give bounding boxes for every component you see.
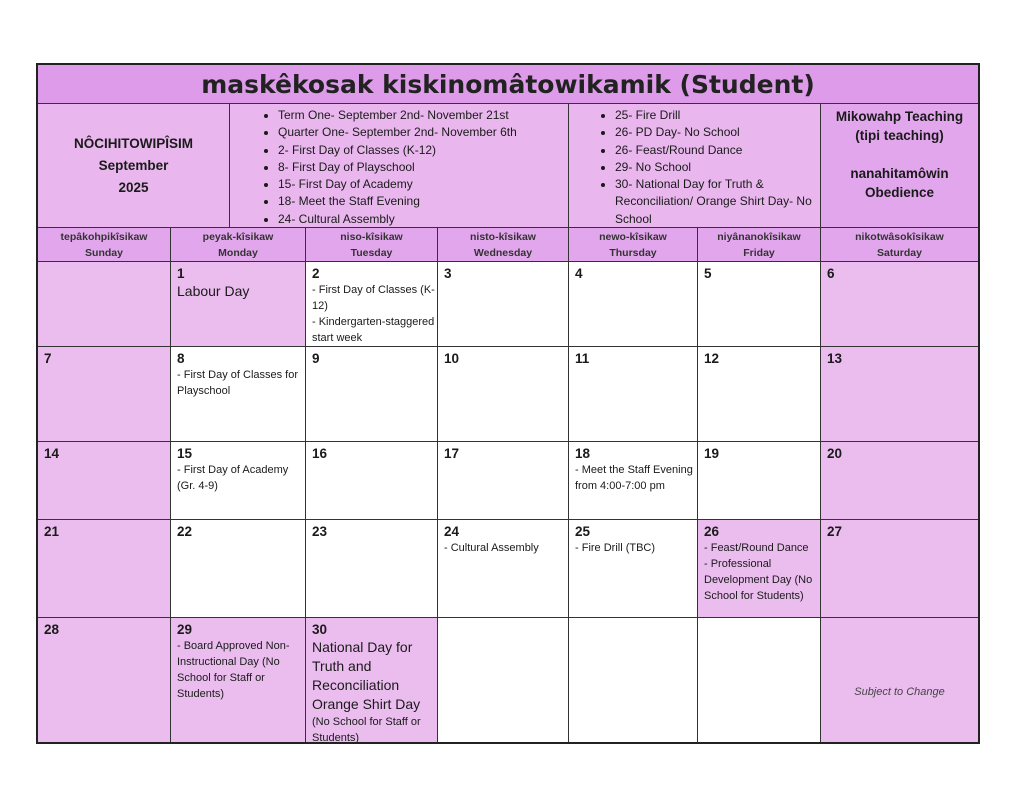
- day-number: 18: [575, 446, 591, 461]
- day-number: 6: [827, 266, 835, 281]
- event-item: • 30- National Day for Truth & Reconciliation/ Orange Shirt Day- No School: [615, 176, 820, 228]
- day-cell: [821, 618, 978, 742]
- day-cell: [821, 347, 978, 442]
- day-cell: [306, 262, 438, 347]
- day-cell: [438, 618, 569, 742]
- day-header-cree: tepâkohpikîsikaw: [60, 231, 148, 243]
- day-number: 14: [44, 446, 60, 461]
- day-header-cree: peyak-kîsikaw: [202, 231, 274, 243]
- event-item: • 8- First Day of Playschool: [278, 159, 568, 176]
- day-cell: [698, 347, 821, 442]
- day-header-cree: nikotwâsokîsikaw: [855, 231, 944, 243]
- day-header-english: Tuesday: [350, 247, 393, 259]
- day-number: 19: [704, 446, 720, 461]
- day-event-title: National Day for Truth and Reconciliation Orange Shirt Day: [312, 639, 421, 712]
- day-header-english: Sunday: [85, 247, 123, 259]
- day-cell: [698, 618, 821, 742]
- day-number: 5: [704, 266, 712, 281]
- day-cell: [821, 262, 978, 347]
- day-header-thursday: [569, 228, 698, 262]
- day-number: 25: [575, 524, 591, 539]
- day-cell: [438, 262, 569, 347]
- day-number: 29: [177, 622, 193, 637]
- event-item: • 15- First Day of Academy: [278, 176, 568, 193]
- day-header-wednesday: [438, 228, 569, 262]
- day-number: 22: [177, 524, 193, 539]
- event-item: • Term One- September 2nd- November 21st: [278, 107, 568, 124]
- day-header-sunday: [38, 228, 171, 262]
- subject-to-change-note: Subject to Change: [854, 686, 945, 698]
- day-number: 17: [444, 446, 460, 461]
- day-number: 4: [575, 266, 583, 281]
- day-header-monday: [171, 228, 306, 262]
- day-number: 3: [444, 266, 452, 281]
- day-cell: [171, 262, 306, 347]
- day-number: 16: [312, 446, 328, 461]
- event-item: • Quarter One- September 2nd- November 6th: [278, 124, 568, 141]
- day-cell: [306, 442, 438, 520]
- day-event-note: - Professional Development Day (No School for Students): [704, 558, 813, 602]
- day-number: 11: [575, 351, 590, 366]
- day-header-tuesday: [306, 228, 438, 262]
- day-number: 30: [312, 622, 328, 637]
- event-item: • 25- Fire Drill: [615, 107, 820, 124]
- day-cell: [438, 347, 569, 442]
- day-header-english: Monday: [218, 247, 258, 259]
- day-number: 2: [312, 266, 320, 281]
- day-number: 9: [312, 351, 320, 366]
- day-number: 10: [444, 351, 460, 366]
- calendar-title: maskêkosak kiskinomâtowikamik (Student): [38, 65, 978, 104]
- day-number: 1: [177, 266, 185, 281]
- teaching-word-english: Obedience: [864, 185, 935, 200]
- event-item: • 29- No School: [615, 159, 820, 176]
- day-number: 28: [44, 622, 60, 637]
- day-cell: [698, 262, 821, 347]
- day-header-english: Saturday: [877, 247, 922, 259]
- teaching-title: Mikowahp Teaching: [835, 109, 964, 124]
- day-cell: [38, 520, 171, 618]
- day-number: 13: [827, 351, 843, 366]
- day-cell: [306, 618, 438, 742]
- day-number: 7: [44, 351, 52, 366]
- month-english: September: [98, 157, 169, 173]
- day-cell: [171, 520, 306, 618]
- day-event-note: (No School for Staff or Students): [312, 716, 421, 742]
- day-number: 15: [177, 446, 193, 461]
- day-number: 20: [827, 446, 843, 461]
- teaching-block: [821, 104, 978, 228]
- month-cree: NÔCIHITOWIPÎSIM: [73, 135, 193, 151]
- day-event-note: - Cultural Assembly: [444, 542, 539, 554]
- day-event-note: - First Day of Classes for Playschool: [177, 369, 299, 397]
- day-event-note: - Meet the Staff Evening from 4:00-7:00 pm: [575, 464, 693, 492]
- day-number: 24: [444, 524, 460, 539]
- events-list-2: [569, 104, 821, 228]
- day-cell: [171, 347, 306, 442]
- day-cell: [698, 520, 821, 618]
- day-event-title: Labour Day: [177, 283, 250, 299]
- calendar: [36, 63, 980, 744]
- day-header-saturday: [821, 228, 978, 262]
- day-cell: [38, 262, 171, 347]
- day-cell: [306, 347, 438, 442]
- day-event-note: - Kindergarten-staggered start week: [312, 316, 435, 344]
- day-event-note: - Feast/Round Dance: [704, 542, 809, 554]
- day-cell: [569, 618, 698, 742]
- event-item: • 18- Meet the Staff Evening: [278, 193, 568, 210]
- day-cell: [698, 442, 821, 520]
- day-cell: [38, 442, 171, 520]
- day-header-english: Wednesday: [473, 247, 533, 259]
- day-number: 21: [44, 524, 60, 539]
- day-event-note: - First Day of Academy (Gr. 4-9): [177, 464, 289, 492]
- day-cell: [438, 442, 569, 520]
- day-header-cree: newo-kîsikaw: [599, 231, 667, 243]
- teaching-subtitle: (tipi teaching): [855, 128, 944, 143]
- day-number: 27: [827, 524, 843, 539]
- day-number: 23: [312, 524, 328, 539]
- day-header-cree: niyânanokîsikaw: [717, 231, 801, 243]
- day-cell: [569, 347, 698, 442]
- day-header-cree: niso-kîsikaw: [340, 231, 403, 243]
- day-header-english: Friday: [743, 247, 775, 259]
- day-cell: [569, 520, 698, 618]
- event-item: • 26- Feast/Round Dance: [615, 142, 820, 159]
- month-year: 2025: [118, 179, 149, 195]
- day-header-friday: [698, 228, 821, 262]
- day-cell: [569, 262, 698, 347]
- event-item: • 2- First Day of Classes (K-12): [278, 142, 568, 159]
- day-header-cree: nisto-kîsikaw: [470, 231, 536, 243]
- day-event-note: - Board Approved Non-Instructional Day (No School for Staff or Students): [177, 640, 290, 700]
- day-number: 26: [704, 524, 720, 539]
- day-cell: [438, 520, 569, 618]
- day-cell: [171, 618, 306, 742]
- month-block: [38, 104, 230, 228]
- day-cell: [306, 520, 438, 618]
- day-cell: [821, 442, 978, 520]
- teaching-word-cree: nanahitamôwin: [850, 166, 949, 181]
- day-number: 12: [704, 351, 720, 366]
- day-event-note: - Fire Drill (TBC): [575, 542, 656, 554]
- day-event-note: - First Day of Classes (K-12): [312, 284, 435, 312]
- event-item: • 26- PD Day- No School: [615, 124, 820, 141]
- day-number: 8: [177, 351, 185, 366]
- day-cell: [171, 442, 306, 520]
- day-cell: [569, 442, 698, 520]
- event-item: • 24- Cultural Assembly: [278, 211, 568, 228]
- day-cell: [38, 347, 171, 442]
- day-cell: [821, 520, 978, 618]
- events-list-1: [230, 104, 569, 228]
- day-header-english: Thursday: [609, 247, 657, 259]
- day-cell: [38, 618, 171, 742]
